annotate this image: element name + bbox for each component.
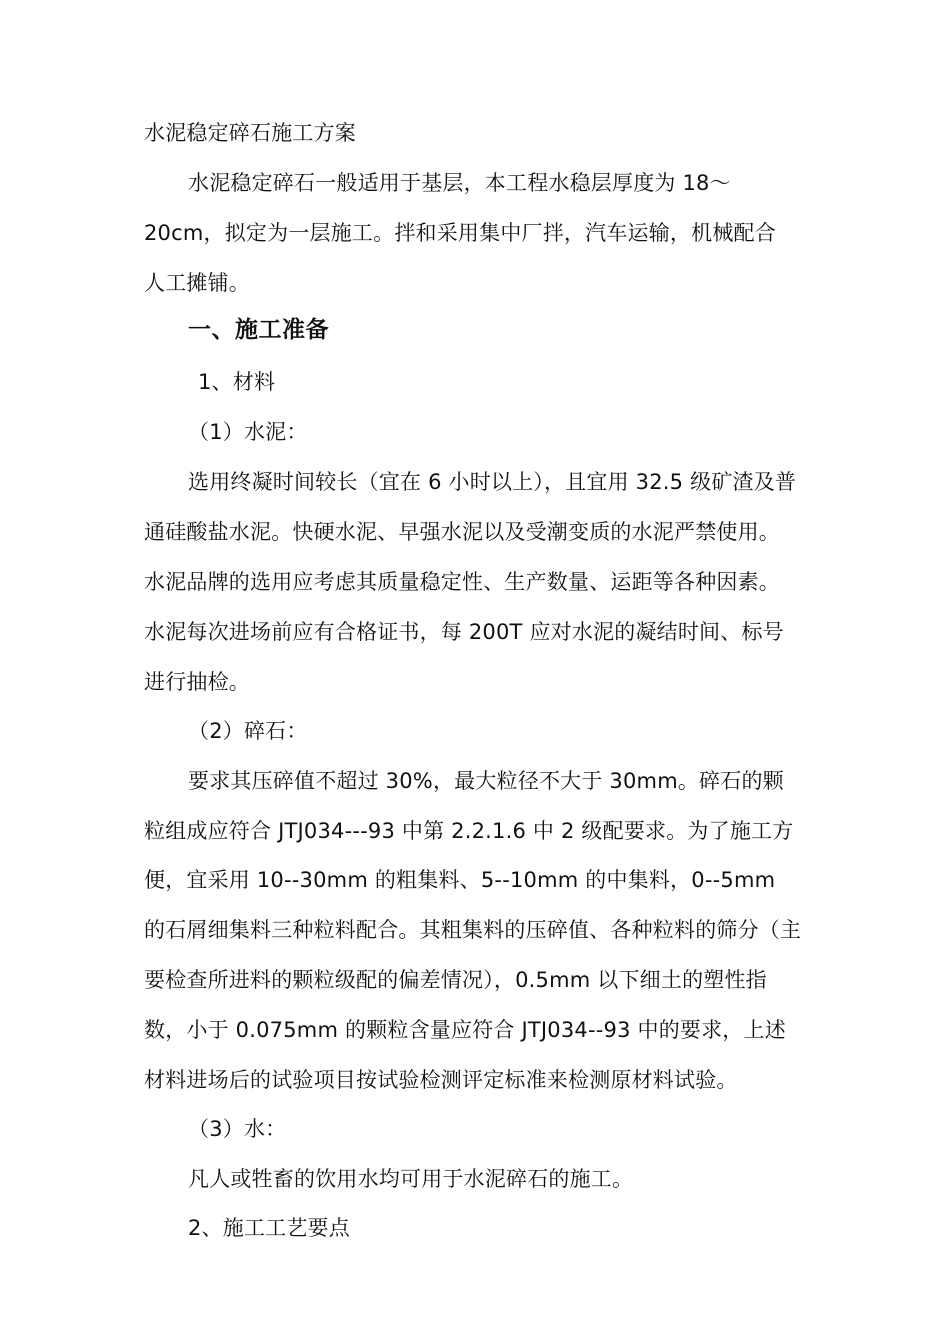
gravel-line-5: 要检查所进料的颗粒级配的偏差情况），0.5mm 以下细土的塑性指 xyxy=(144,968,767,992)
subheading-materials: 1、材料 xyxy=(198,370,276,394)
cement-label: （1）水泥： xyxy=(188,420,308,444)
section-heading-preparation: 一、施工准备 xyxy=(188,317,329,343)
gravel-line-6: 数，小于 0.075mm 的颗粒含量应符合 JTJ034--93 中的要求，上述 xyxy=(144,1018,786,1042)
gravel-label: （2）碎石： xyxy=(188,719,308,743)
gravel-line-1: 要求其压碎值不超过 30%，最大粒径不大于 30mm。碎石的颗 xyxy=(188,769,784,793)
water-line-1: 凡人或牲畜的饮用水均可用于水泥碎石的施工。 xyxy=(188,1167,634,1191)
water-label: （3）水： xyxy=(188,1117,287,1141)
cement-line-5: 进行抽检。 xyxy=(144,670,250,694)
subheading-process: 2、施工工艺要点 xyxy=(188,1216,350,1240)
gravel-line-4: 的石屑细集料三种粒料配合。其粗集料的压碎值、各种粒料的筛分（主 xyxy=(144,918,802,942)
cement-line-2: 通硅酸盐水泥。快硬水泥、早强水泥以及受潮变质的水泥严禁使用。 xyxy=(144,520,780,544)
intro-line-1: 水泥稳定碎石一般适用于基层，本工程水稳层厚度为 18～ xyxy=(188,171,731,195)
document-title: 水泥稳定碎石施工方案 xyxy=(144,121,356,145)
intro-line-2: 20cm，拟定为一层施工。拌和采用集中厂拌，汽车运输，机械配合 xyxy=(144,221,776,245)
intro-line-3: 人工摊铺。 xyxy=(144,271,250,295)
cement-line-1: 选用终凝时间较长（宜在 6 小时以上），且宜用 32.5 级矿渣及普 xyxy=(188,470,797,494)
cement-line-4: 水泥每次进场前应有合格证书，每 200T 应对水泥的凝结时间、标号 xyxy=(144,620,784,644)
cement-line-3: 水泥品牌的选用应考虑其质量稳定性、生产数量、运距等各种因素。 xyxy=(144,570,780,594)
gravel-line-2: 粒组成应符合 JTJ034---93 中第 2.2.1.6 中 2 级配要求。为了施工方 xyxy=(144,819,794,843)
gravel-line-7: 材料进场后的试验项目按试验检测评定标准来检测原材料试验。 xyxy=(144,1068,738,1092)
gravel-line-3: 便，宜采用 10--30mm 的粗集料、5--10mm 的中集料，0--5mm xyxy=(144,868,776,892)
